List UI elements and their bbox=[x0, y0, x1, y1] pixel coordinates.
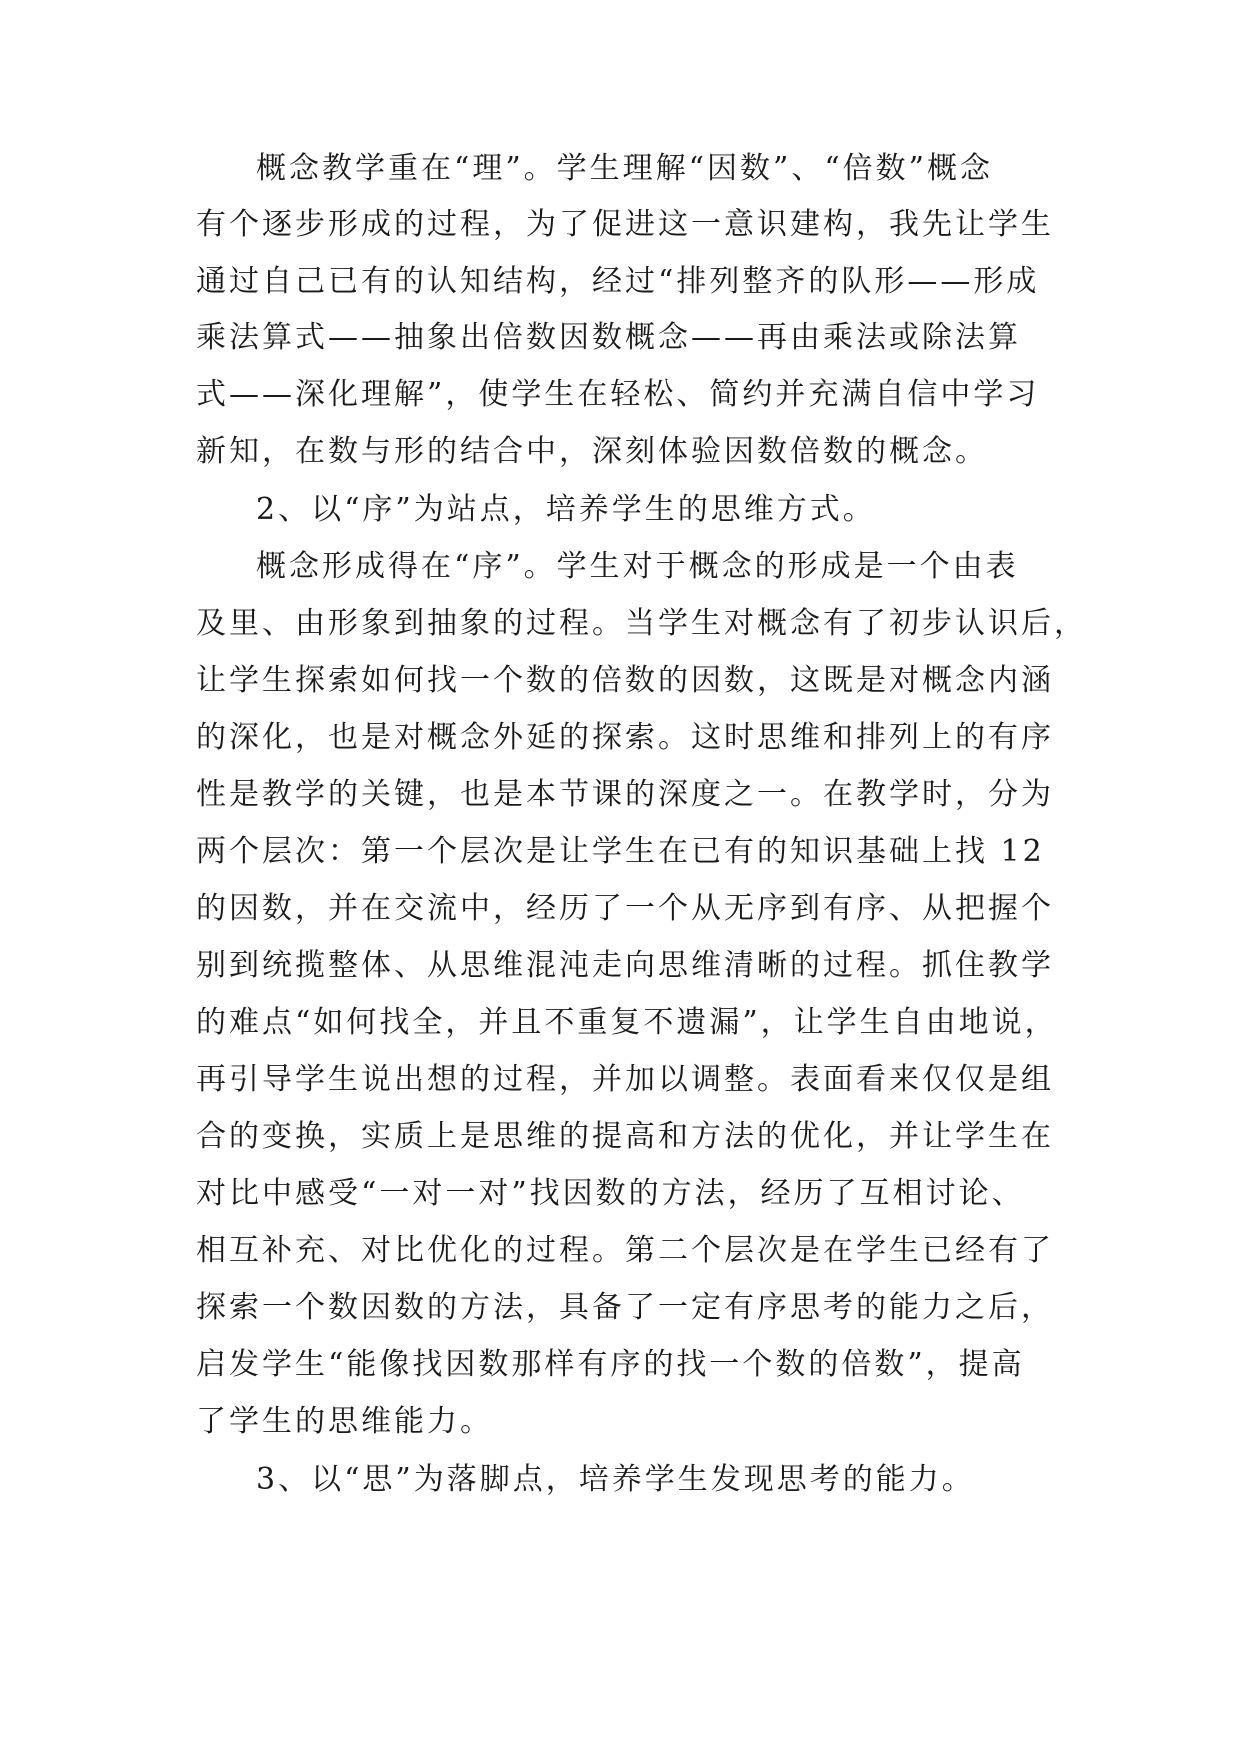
paragraph-line: 通过自己已有的认知结构，经过“排列整齐的队形——形成 bbox=[196, 264, 1040, 299]
paragraph-line: 概念教学重在“理”。学生理解“因数”、“倍数”概念 bbox=[256, 151, 994, 186]
paragraph-line: 及里、由形象到抽象的过程。当学生对概念有了初步认识后， bbox=[196, 606, 1087, 641]
paragraph-line: 别到统揽整体、从思维混沌走向思维清晰的过程。抓住教学 bbox=[196, 948, 1054, 983]
paragraph-line: 的因数，并在交流中，经历了一个从无序到有序、从把握个 bbox=[196, 891, 1054, 926]
paragraph-line: 探索一个数因数的方法，具备了一定有序思考的能力之后， bbox=[196, 1290, 1054, 1325]
paragraph-line: 有个逐步形成的过程，为了促进这一意识建构，我先让学生 bbox=[196, 207, 1054, 242]
paragraph-line: 乘法算式——抽象出倍数因数概念——再由乘法或除法算 bbox=[196, 320, 1021, 355]
paragraph-line: 再引导学生说出想的过程，并加以调整。表面看来仅仅是组 bbox=[196, 1062, 1054, 1097]
paragraph-line: 相互补充、对比优化的过程。第二个层次是在学生已经有了 bbox=[196, 1233, 1054, 1268]
section-heading: 3、以“思”为落脚点，培养学生发现思考的能力。 bbox=[256, 1462, 975, 1497]
paragraph-line: 的深化，也是对概念外延的探索。这时思维和排列上的有序 bbox=[196, 720, 1054, 755]
paragraph-line: 新知，在数与形的结合中，深刻体验因数倍数的概念。 bbox=[196, 434, 988, 469]
paragraph-line: 式——深化理解”，使学生在轻松、简约并充满自信中学习 bbox=[196, 377, 1040, 412]
paragraph-line: 的难点“如何找全，并且不重复不遗漏”，让学生自由地说， bbox=[196, 1005, 1058, 1040]
paragraph-line: 性是教学的关键，也是本节课的深度之一。在教学时，分为 bbox=[196, 777, 1054, 812]
paragraph-line: 两个层次：第一个层次是让学生在已有的知识基础上找 12 bbox=[196, 834, 1045, 869]
section-heading: 2、以“序”为站点，培养学生的思维方式。 bbox=[256, 492, 876, 527]
paragraph-line: 概念形成得在“序”。学生对于概念的形成是一个由表 bbox=[256, 549, 1019, 584]
paragraph-line: 让学生探索如何找一个数的倍数的因数，这既是对概念内涵 bbox=[196, 663, 1054, 698]
paragraph-line: 了学生的思维能力。 bbox=[196, 1404, 493, 1439]
paragraph-line: 启发学生“能像找因数那样有序的找一个数的倍数”，提高 bbox=[196, 1347, 1025, 1382]
paragraph-line: 对比中感受“一对一对”找因数的方法，经历了互相讨论、 bbox=[196, 1176, 1025, 1211]
paragraph-line: 合的变换，实质上是思维的提高和方法的优化，并让学生在 bbox=[196, 1119, 1054, 1154]
